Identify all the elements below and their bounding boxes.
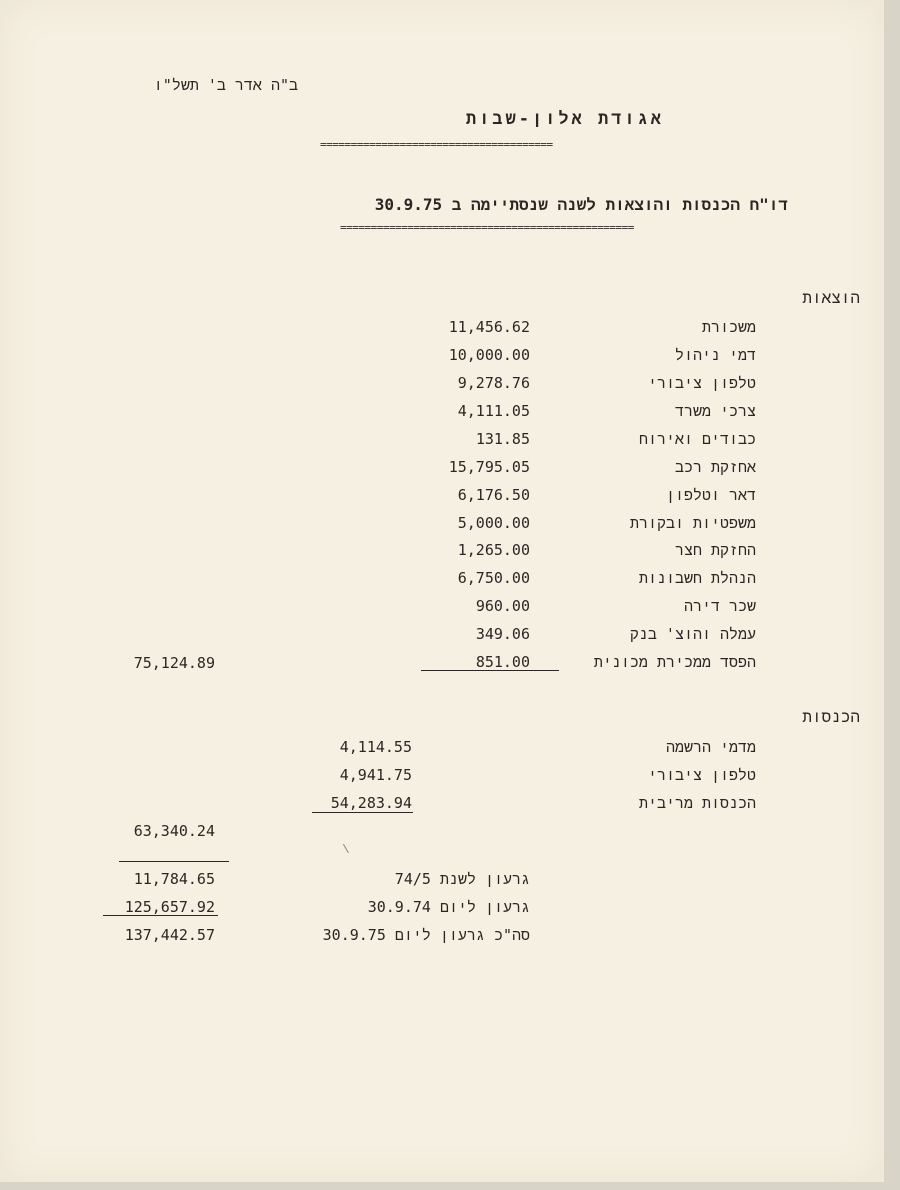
- expense-label: כבודים ואירוח: [638, 430, 756, 448]
- expense-amount: 131.85: [475, 430, 530, 448]
- expense-label: אחזקת רכב: [674, 458, 756, 476]
- summary-amount: 125,657.92: [124, 898, 215, 916]
- income-label: מדמי הרשמה: [665, 738, 756, 756]
- pen-mark: [343, 841, 354, 853]
- income-label: הכנסות מריבית: [638, 794, 756, 812]
- expense-amount: 960.00: [475, 597, 530, 615]
- income-heading: הכנסות: [802, 707, 860, 726]
- report-title: דו"ח הכנסות והוצאות לשנה שנסתיימה ב 30.9.75: [374, 195, 788, 214]
- expense-amount: 15,795.05: [448, 458, 530, 476]
- income-amount: 4,941.75: [339, 766, 412, 784]
- summary-underline: [103, 915, 218, 916]
- expense-label: דמי ניהול: [674, 346, 756, 364]
- hebrew-date: ב"ה אדר ב' תשל"ו: [153, 76, 298, 94]
- expense-amount: 9,278.76: [457, 374, 530, 392]
- expense-amount: 349.06: [475, 625, 530, 643]
- expense-amount: 6,176.50: [457, 486, 530, 504]
- expense-amount: 10,000.00: [448, 346, 530, 364]
- expense-label: החזקת חצר: [674, 541, 756, 559]
- summary-label: סה"כ גרעון ליום 30.9.75: [322, 926, 530, 944]
- expense-label: טלפון ציבורי: [647, 374, 756, 392]
- expense-label: משפטיות ובקורת: [629, 514, 756, 532]
- expense-amount: 6,750.00: [457, 569, 530, 587]
- expense-amount: 851.00: [475, 653, 530, 671]
- income-label: טלפון ציבורי: [647, 766, 756, 784]
- totals-rule: [119, 861, 229, 862]
- expense-label: הפסד ממכירת מכונית: [593, 653, 756, 671]
- expense-label: עמלה והוצ' בנק: [629, 625, 756, 643]
- expense-label: צרכי משרד: [674, 402, 756, 420]
- expenses-heading: הוצאות: [802, 288, 860, 307]
- income-underline: [312, 812, 413, 813]
- summary-amount: 137,442.57: [124, 926, 215, 944]
- expense-amount: 4,111.05: [457, 402, 530, 420]
- expense-label: הנהלת חשבונות: [638, 569, 756, 587]
- summary-label: גרעון לשנת 74/5: [394, 870, 530, 888]
- report-title-double-rule: ================================================: [340, 222, 634, 233]
- income-amount: 54,283.94: [330, 794, 412, 812]
- expenses-total: 75,124.89: [133, 654, 215, 672]
- expenses-underline: [421, 670, 559, 671]
- expense-label: דאר וטלפון: [665, 486, 756, 504]
- expense-label: משכורת: [701, 318, 756, 336]
- expense-amount: 1,265.00: [457, 541, 530, 559]
- expense-amount: 5,000.00: [457, 514, 530, 532]
- org-title-double-rule: ======================================: [320, 139, 553, 150]
- org-title: אגודת אלון-שבות: [465, 109, 664, 129]
- summary-label: גרעון ליום 30.9.74: [367, 898, 530, 916]
- income-amount: 4,114.55: [339, 738, 412, 756]
- summary-amount: 11,784.65: [133, 870, 215, 888]
- expense-label: שכר דירה: [683, 597, 756, 615]
- income-total: 63,340.24: [133, 822, 215, 840]
- expense-amount: 11,456.62: [448, 318, 530, 336]
